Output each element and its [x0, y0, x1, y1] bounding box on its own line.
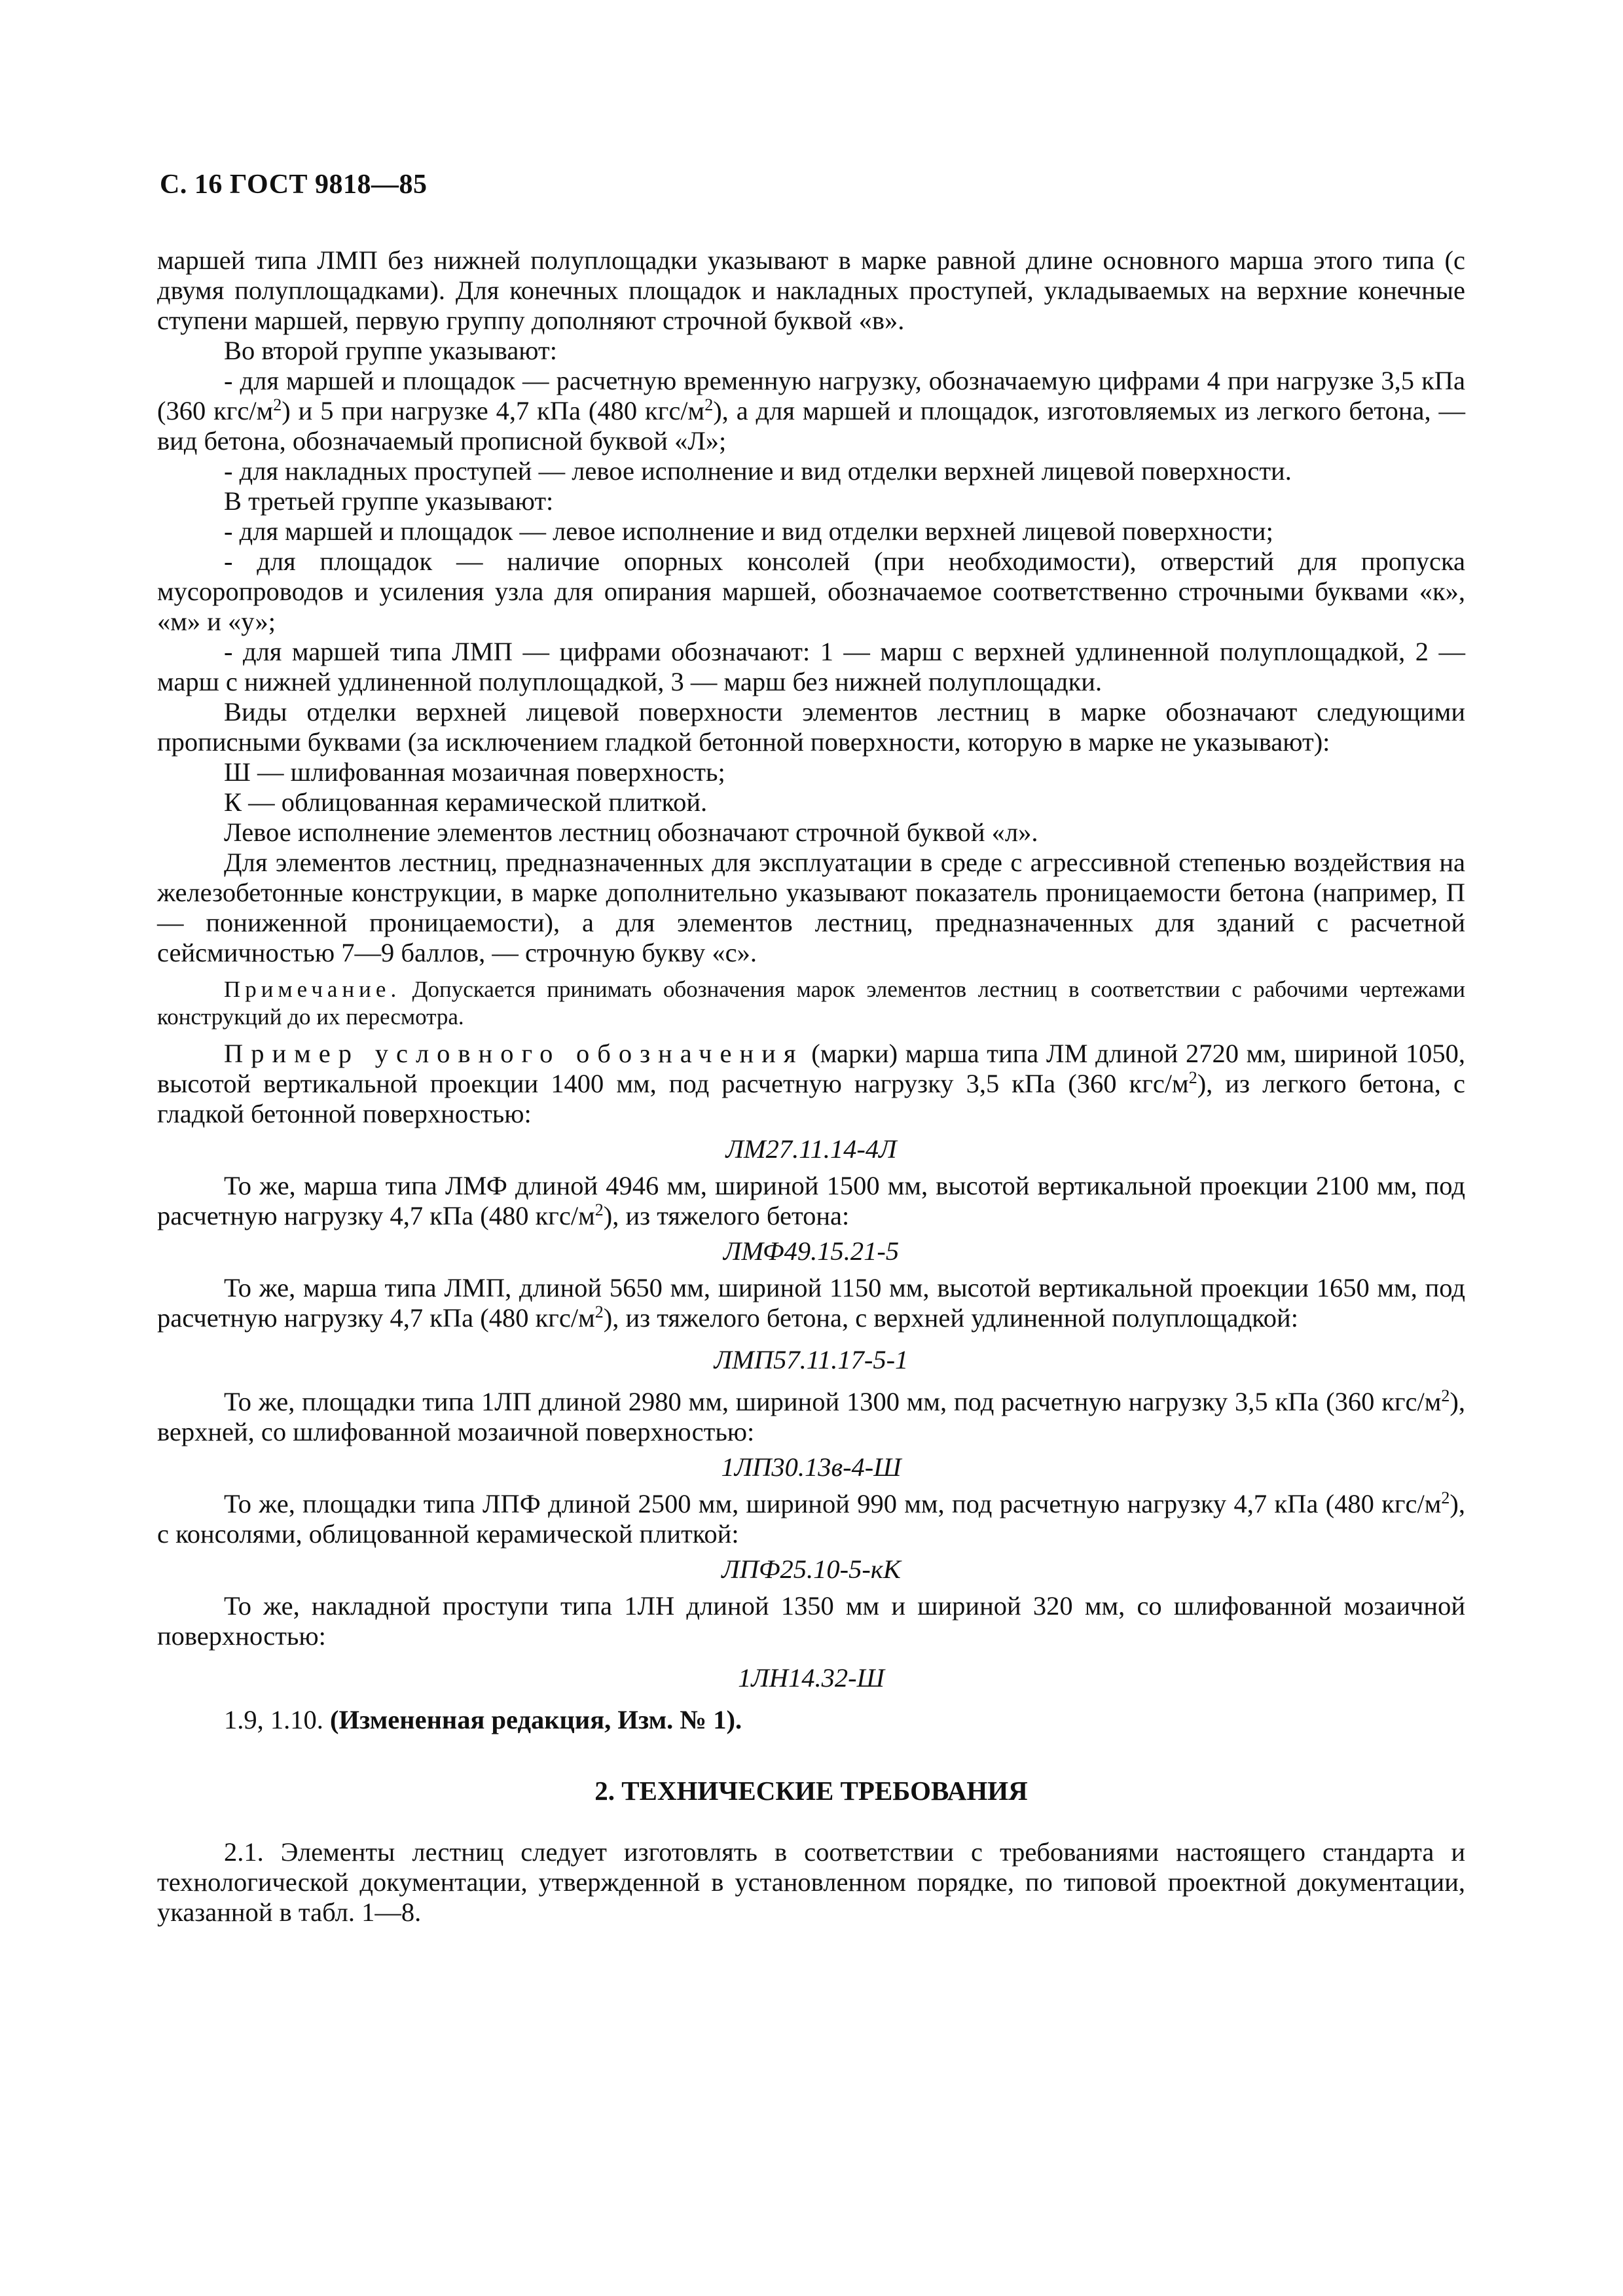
mark-designation: ЛПФ25.10-5-кК: [721, 1554, 901, 1584]
mark-designation: ЛМП57.11.17-5-1: [714, 1345, 909, 1374]
paragraph: - для маршей и площадок — левое исполнение и вид отделки верхней лицевой поверхности;: [224, 516, 1273, 546]
paragraph: 2.1. Элементы лестниц следует изготовлять в соответствии с требованиями настоящего стандарта и технологической документации, утвержденной в установленном порядке, по типовой проектной документации, указанной в табл. 1—8.: [157, 1837, 1465, 1927]
mark-designation: 1ЛН14.32-Ш: [738, 1663, 884, 1693]
mark-designation: ЛМФ49.15.21-5: [723, 1236, 900, 1266]
paragraph: В третьей группе указывают:: [224, 486, 554, 516]
example-paragraph: Пример условного обозначения (марки) марша типа ЛМ длиной 2720 мм, шириной 1050, высотой вертикальной проекции 1400 мм, под расчетную нагрузку 3,5 кПа (360 кгс/$м^2$), из легкого бетона, с гладкой бетонной поверхностью:: [157, 1039, 1465, 1128]
example-paragraph: То же, площадки типа ЛПФ длиной 2500 мм, шириной 990 мм, под расчетную нагрузку 4,7 кПа (480 кгс/$м^2$), с консолями, облицованной керамической плиткой:: [157, 1488, 1465, 1549]
document-body: [157, 245, 1465, 1928]
paragraph: Левое исполнение элементов лестниц обозначают строчной буквой «л».: [224, 817, 1038, 847]
paragraph: - для площадок — наличие опорных консолей (при необходимости), отверстий для пропуска мусоропроводов и усиления узла для опирания маршей, обозначаемое соответственно строчными буквами «к», «м» и «у»;: [157, 547, 1465, 636]
page-header: С. 16 ГОСТ 9818—85: [160, 170, 428, 200]
mark-designation: ЛМ27.11.14-4Л: [725, 1134, 897, 1164]
paragraph: Виды отделки верхней лицевой поверхности элементов лестниц в марке обозначают следующими прописными буквами (за исключением гладкой бетонной поверхности, которую в марке не указывают):: [157, 697, 1465, 757]
amendment-note: 1.9, 1.10. (Измененная редакция, Изм. № 1).: [224, 1705, 742, 1734]
example-paragraph: То же, марша типа ЛМФ длиной 4946 мм, шириной 1500 мм, высотой вертикальной проекции 2100 мм, под расчетную нагрузку 4,7 кПа (480 кгс/$м^2$), из тяжелого бетона:: [157, 1171, 1465, 1230]
paragraph: - для маршей типа ЛМП — цифрами обозначают: 1 — марш с верхней удлиненной полуплощадкой, 2 — марш с нижней удлиненной полуплощадкой, 3 — марш без нижней полуплощадки.: [157, 637, 1465, 696]
example-paragraph: То же, марша типа ЛМП, длиной 5650 мм, шириной 1150 мм, высотой вертикальной проекции 1650 мм, под расчетную нагрузку 4,7 кПа (480 кгс/$м^2$), из тяжелого бетона, с верхней удлиненной полуплощадкой:: [157, 1273, 1465, 1333]
paragraph: маршей типа ЛМП без нижней полуплощадки указывают в марке равной длине основного марша этого типа (с двумя полуплощадками). Для конечных площадок и накладных проступей, укладываемых на верхние конечные ступени маршей, первую группу дополняют строчной буквой «в».: [157, 245, 1465, 335]
example-paragraph: То же, площадки типа 1ЛП длиной 2980 мм, шириной 1300 мм, под расчетную нагрузку 3,5 кПа (360 кгс/$м^2$), верхней, со шлифованной мозаичной поверхностью:: [157, 1386, 1465, 1446]
note: Примечание. Допускается принимать обозначения марок элементов лестниц в соответствии с рабочими чертежами конструкций до их пересмотра.: [157, 977, 1465, 1030]
paragraph: Во второй группе указывают:: [224, 336, 557, 365]
paragraph: К — облицованная керамической плиткой.: [224, 787, 708, 817]
paragraph: - для накладных проступей — левое исполнение и вид отделки верхней лицевой поверхности.: [224, 456, 1292, 486]
paragraph: Ш — шлифованная мозаичная поверхность;: [224, 757, 725, 787]
paragraph: - для маршей и площадок — расчетную временную нагрузку, обозначаемую цифрами 4 при нагрузке 3,5 кПа (360 кгс/$м^2$) и 5 при нагрузке 4,7 кПа (480 кгс/$м^2$), а для маршей и площадок, изготовляемых из легкого бетона, — вид бетона, обозначаемый прописной буквой «Л»;: [157, 366, 1465, 456]
section-title: 2. ТЕХНИЧЕСКИЕ ТРЕБОВАНИЯ: [594, 1776, 1028, 1806]
paragraph: Для элементов лестниц, предназначенных для эксплуатации в среде с агрессивной степенью воздействия на железобетонные конструкции, в марке дополнительно указывают показатель проницаемости бетона (например, П — пониженной проницаемости), а для элементов лестниц, предназначенных для зданий с расчетной сейсмичностью 7—9 баллов, — строчную букву «с».: [157, 848, 1465, 967]
example-paragraph: То же, накладной проступи типа 1ЛН длиной 1350 мм и шириной 320 мм, со шлифованной мозаичной поверхностью:: [157, 1591, 1465, 1651]
mark-designation: 1ЛП30.13в-4-Ш: [721, 1452, 902, 1482]
